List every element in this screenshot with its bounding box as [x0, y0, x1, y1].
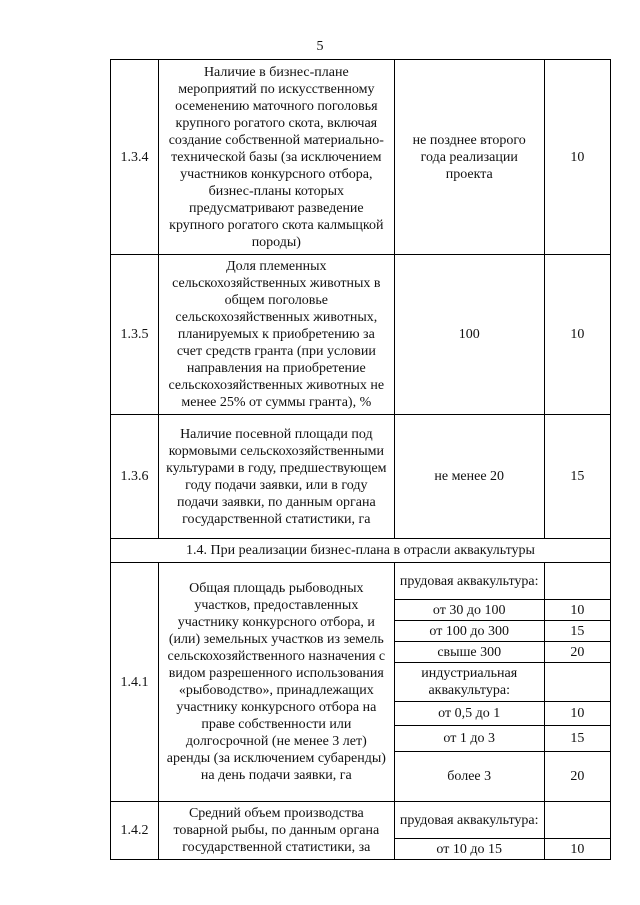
row-score: 10 [544, 839, 610, 860]
row-score: 15 [544, 621, 610, 642]
row-number: 1.3.4 [111, 60, 159, 255]
row-number: 1.3.6 [111, 415, 159, 539]
row-number: 1.4.1 [111, 563, 159, 802]
row-description: Доля племенных сельскохозяйственных животных в общем поголовье сельскохозяйственных животных, планируемых к приобретению за счет средств гранта (при условии направления на приобретение сельскохозяйственных животных не менее 25% от суммы гранта), % [159, 255, 394, 415]
table-row [111, 60, 611, 255]
row-criterion: не менее 20 [394, 415, 544, 539]
row-number: 1.4.2 [111, 802, 159, 860]
table-row [111, 255, 611, 415]
table-row [111, 563, 611, 600]
row-score: 15 [544, 415, 610, 539]
row-score: 10 [544, 255, 610, 415]
row-description: Средний объем производства товарной рыбы, по данным органа государственной статистики, за [159, 802, 394, 860]
row-score: 20 [544, 752, 610, 802]
section-row [111, 539, 611, 563]
criteria-table [110, 59, 611, 860]
row-criterion: не позднее второго года реализации проекта [394, 60, 544, 255]
table-row [111, 415, 611, 539]
row-criterion: от 100 до 300 [394, 621, 544, 642]
row-description: Наличие в бизнес-плане мероприятий по искусственному осеменению маточного поголовья крупного рогатого скота, включая создание собственной материально-технической базы (за исключением участников конкурсного отбора, бизнес-планы которых предусматривают разведение крупного рогатого скота калмыцкой породы) [159, 60, 394, 255]
table-row [111, 802, 611, 839]
row-criterion: от 1 до 3 [394, 726, 544, 752]
row-score: 15 [544, 726, 610, 752]
row-score: 10 [544, 600, 610, 621]
row-description: Наличие посевной площади под кормовыми сельскохозяйственными культурами в году, предшествующем году подачи заявки, или в году подачи заявки, по данным органа государственной статистики, га [159, 415, 394, 539]
row-score: 20 [544, 642, 610, 663]
row-score-empty [544, 802, 610, 839]
row-score: 10 [544, 60, 610, 255]
row-score-empty [544, 563, 610, 600]
criterion-group-title: прудовая аквакультура: [394, 563, 544, 600]
row-criterion: 100 [394, 255, 544, 415]
row-criterion: от 0,5 до 1 [394, 702, 544, 726]
row-score: 10 [544, 702, 610, 726]
row-criterion: свыше 300 [394, 642, 544, 663]
criterion-group-title: прудовая аквакультура: [394, 802, 544, 839]
row-criterion: от 30 до 100 [394, 600, 544, 621]
row-number: 1.3.5 [111, 255, 159, 415]
row-criterion: от 10 до 15 [394, 839, 544, 860]
row-description: Общая площадь рыбоводных участков, предоставленных участнику конкурсного отбора, и (или) земельных участков из земель сельскохозяйственного назначения с видом разрешенного использования «рыбоводство», принадлежащих участнику конкурсного отбора на праве собственности или долгосрочной (не менее 3 лет) аренды (за исключением субаренды) на день подачи заявки, га [159, 563, 394, 802]
row-criterion: более 3 [394, 752, 544, 802]
section-title: 1.4. При реализации бизнес-плана в отрасли аквакультуры [111, 539, 611, 563]
page-number: 5 [316, 39, 324, 54]
row-score-empty [544, 663, 610, 702]
criterion-group-title: индустриальная аквакультура: [394, 663, 544, 702]
